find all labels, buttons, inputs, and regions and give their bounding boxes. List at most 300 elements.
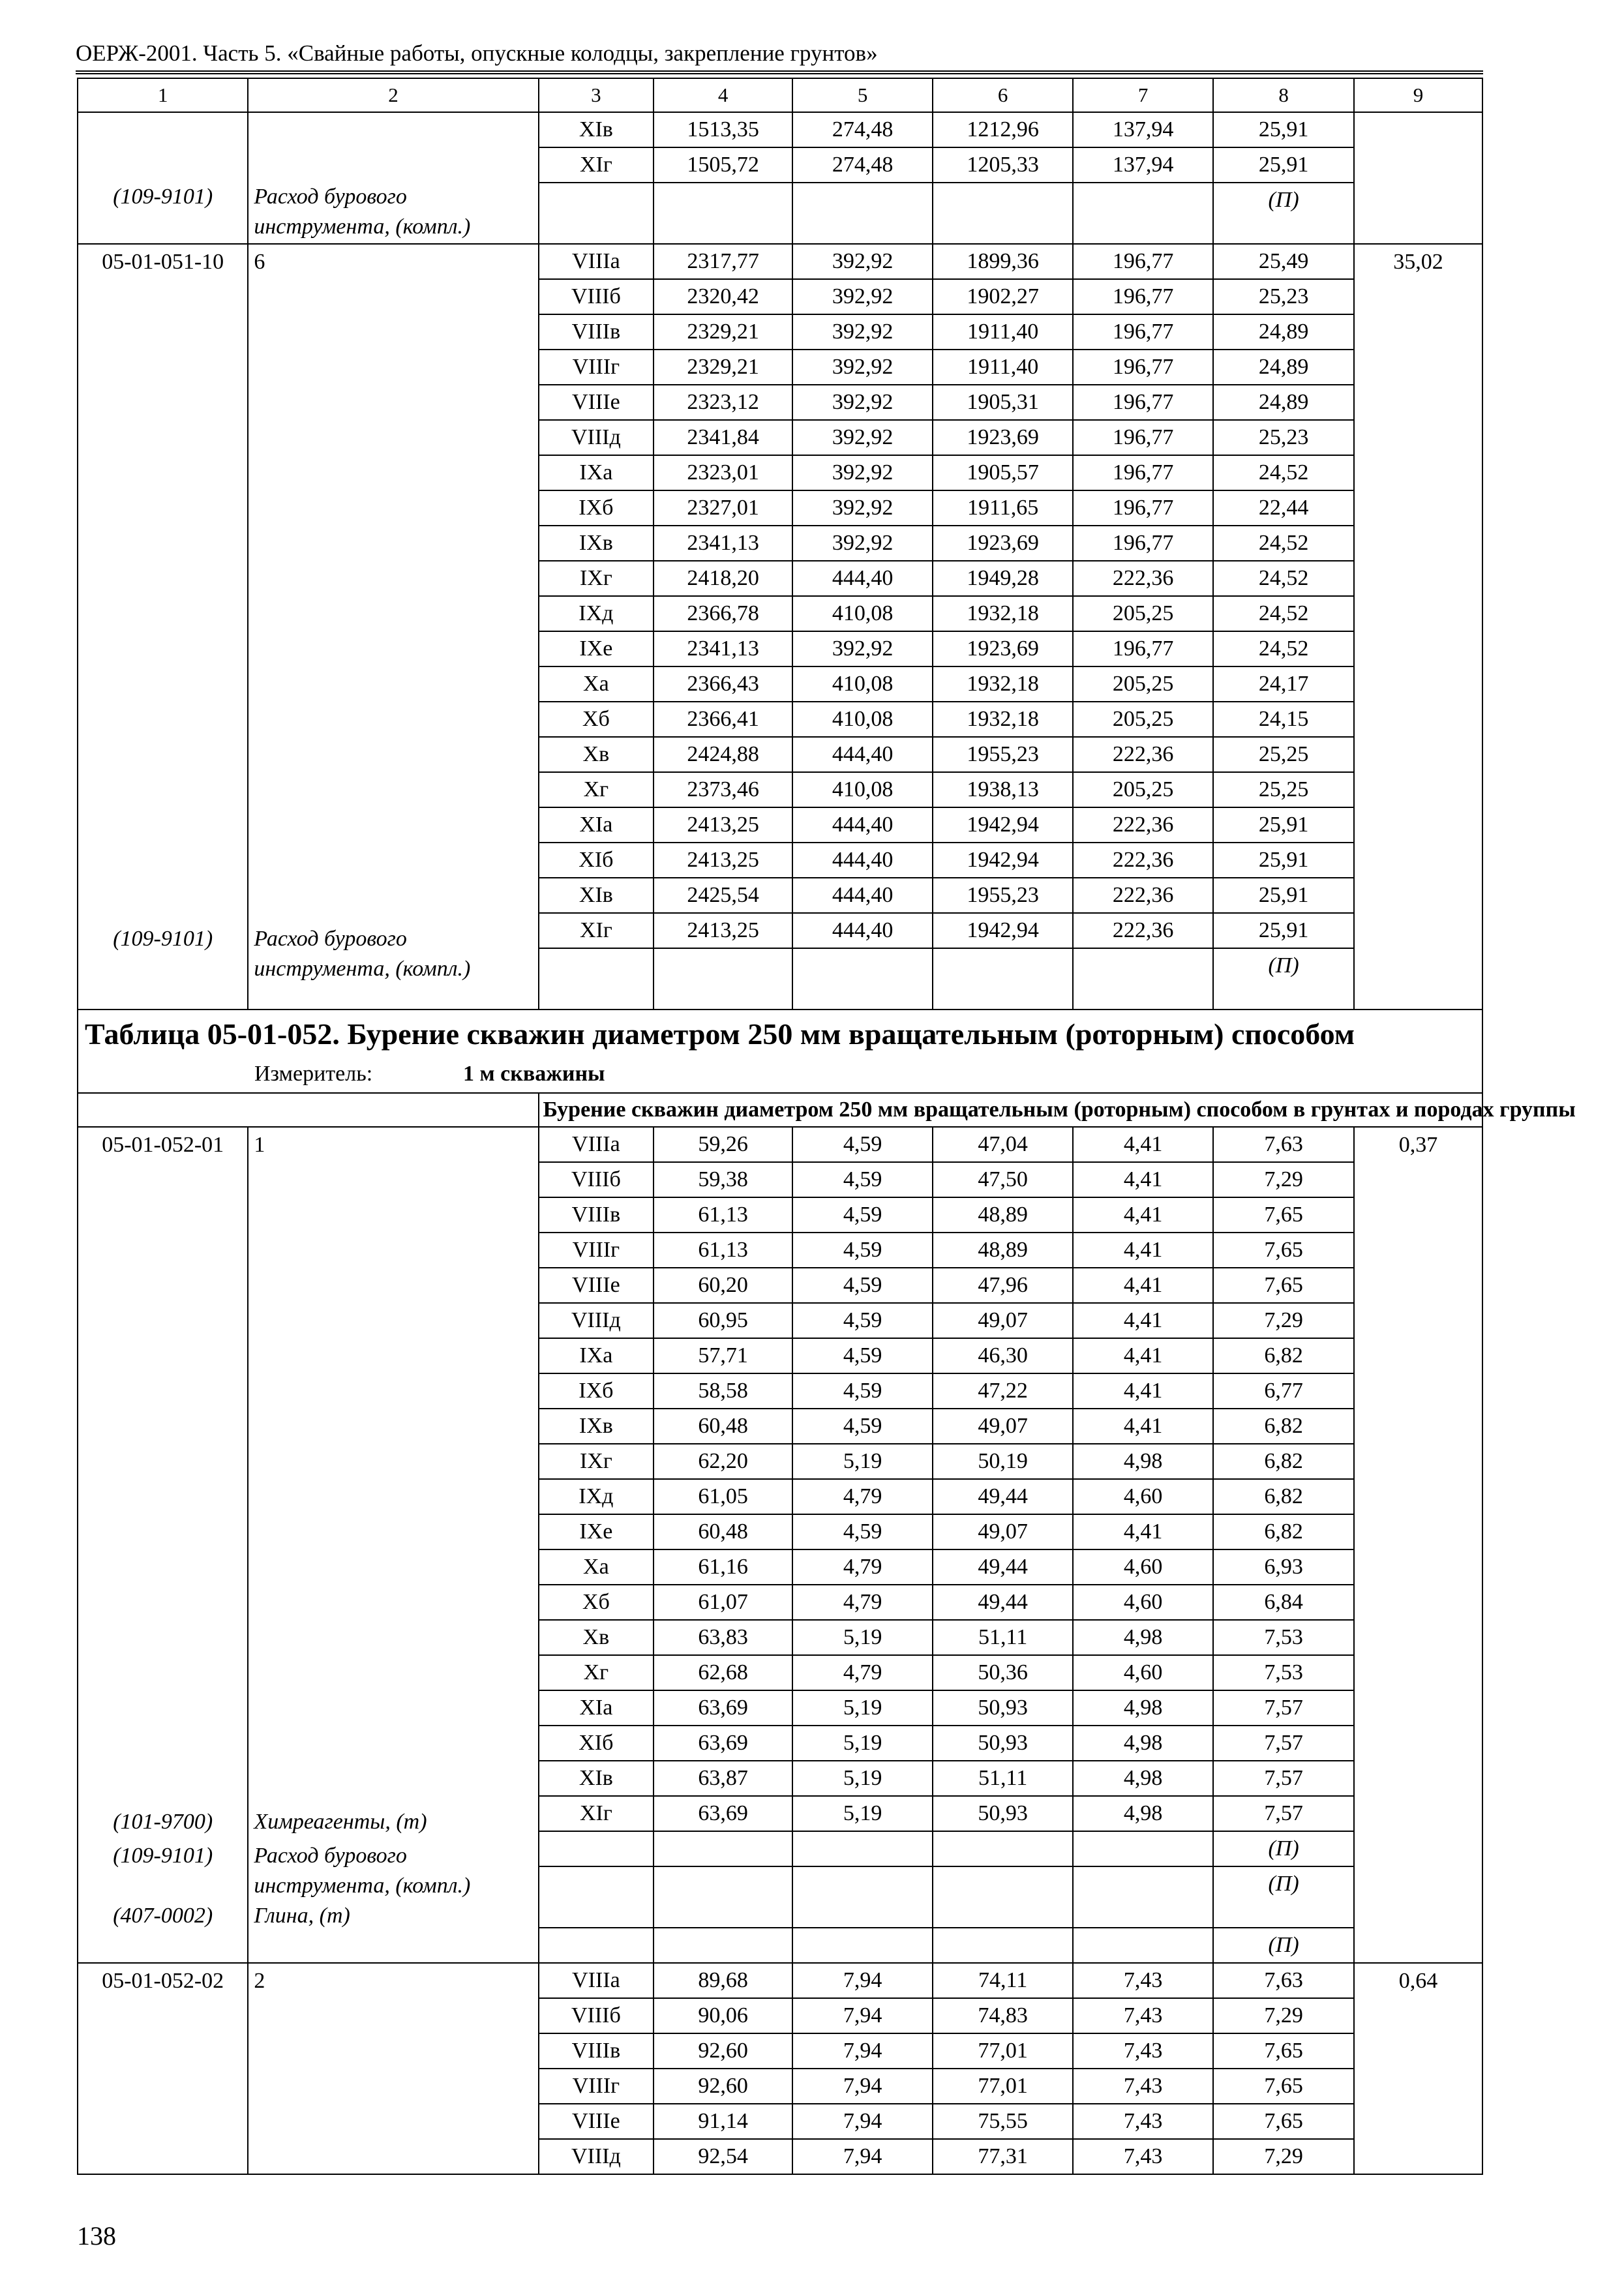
rate-value: 47,50 [933,1162,1073,1197]
empty-cell [1073,1831,1213,1866]
rate-value: 63,69 [654,1796,792,1831]
rate-value: 62,20 [654,1444,792,1479]
rate-value: 4,98 [1073,1444,1213,1479]
soil-group: XIб [539,1726,654,1761]
resource-code: (109-9101) [113,1844,213,1868]
rate-value: 7,57 [1213,1761,1354,1796]
rate-value: 92,60 [654,2069,792,2104]
spacer [78,1163,247,1807]
section-row [78,1093,1482,1127]
rate-value: 7,63 [1213,1963,1354,1998]
empty-cell [933,1866,1073,1928]
rate-value: 1955,23 [933,737,1073,772]
rate-value: 59,38 [654,1162,792,1197]
rate-value: 49,07 [933,1409,1073,1444]
empty-cell [654,948,792,1010]
rate-value: 392,92 [792,490,933,526]
rate-value: 205,25 [1073,666,1213,702]
total-value: 35,02 [1393,250,1443,274]
rate-value: 50,19 [933,1444,1073,1479]
section-blank [78,1093,539,1127]
rate-value: 50,93 [933,1726,1073,1761]
spacer [78,280,247,924]
soil-group: Xб [539,1585,654,1620]
rate-value: 61,07 [654,1585,792,1620]
rate-value: 47,22 [933,1373,1073,1409]
rate-row [78,1127,1482,1162]
spacer [248,148,537,182]
rate-value: 1942,94 [933,843,1073,878]
rate-value: 4,41 [1073,1197,1213,1233]
section-title: Бурение скважин диаметром 250 мм вращательным (роторным) способом в грунтах и породах группы [543,1098,1576,1122]
rate-value: 50,93 [933,1796,1073,1831]
empty-cell [654,1928,792,1963]
soil-group: VIIIв [539,1197,654,1233]
rate-value: 25,91 [1213,913,1354,948]
resource-mark-text: (П) [1268,953,1299,978]
total-value: 0,64 [1398,1969,1438,1993]
rate-value: 1905,31 [933,385,1073,420]
rate-value: 2425,54 [654,878,792,913]
rate-code-cell [78,1963,248,2174]
rate-value: 196,77 [1073,244,1213,279]
rate-value: 5,19 [792,1690,933,1726]
rate-value: 46,30 [933,1338,1073,1373]
rate-value: 4,60 [1073,1479,1213,1514]
rate-value: 7,65 [1213,2033,1354,2069]
rate-value: 196,77 [1073,420,1213,455]
rate-value: 50,93 [933,1690,1073,1726]
column-number: 6 [933,78,1073,112]
empty-cell [792,1831,933,1866]
rate-value: 4,59 [792,1197,933,1233]
soil-group: Xг [539,1655,654,1690]
running-header: ОЕРЖ-2001. Часть 5. «Свайные работы, опускные колодцы, закрепление грунтов» [76,40,878,66]
rate-value: 60,48 [654,1514,792,1549]
rate-value: 1923,69 [933,631,1073,666]
rate-value: 48,89 [933,1197,1073,1233]
rate-value: 77,01 [933,2033,1073,2069]
soil-group: IXв [539,1409,654,1444]
soil-group: VIIIд [539,2139,654,2174]
rate-number: 2 [254,1969,265,1993]
empty-cell [539,948,654,1010]
soil-group: VIIIг [539,350,654,385]
rate-value: 444,40 [792,843,933,878]
rate-value: 444,40 [792,561,933,596]
rate-value: 392,92 [792,244,933,279]
rate-value: 75,55 [933,2104,1073,2139]
column-number: 7 [1073,78,1213,112]
rate-value: 7,43 [1073,2033,1213,2069]
rate-value: 222,36 [1073,843,1213,878]
rate-value: 4,59 [792,1409,933,1444]
rate-value: 4,79 [792,1655,933,1690]
rate-value: 2329,21 [654,350,792,385]
rate-value: 137,94 [1073,147,1213,183]
rate-number: 6 [254,250,265,274]
rate-value: 4,41 [1073,1514,1213,1549]
empty-cell [792,1866,933,1928]
rate-value: 274,48 [792,112,933,147]
rate-value: 274,48 [792,147,933,183]
soil-group: VIIIв [539,2033,654,2069]
rate-value: 410,08 [792,666,933,702]
section-title-cell [539,1093,1576,1127]
rate-value: 392,92 [792,420,933,455]
rate-value: 60,20 [654,1268,792,1303]
rate-value: 4,41 [1073,1162,1213,1197]
rate-value: 2327,01 [654,490,792,526]
rate-row [78,112,1482,147]
rate-value: 4,41 [1073,1127,1213,1162]
resource-mark [1213,948,1354,1010]
soil-group: VIIIа [539,1963,654,1998]
empty-cell [933,1928,1073,1963]
rate-value: 4,41 [1073,1233,1213,1268]
soil-group: VIIIд [539,1303,654,1338]
rate-value: 24,52 [1213,455,1354,490]
rate-value: 1932,18 [933,702,1073,737]
soil-group: Xб [539,702,654,737]
column-number: 3 [539,78,654,112]
empty-cell [792,948,933,1010]
empty-cell [539,1866,654,1928]
rate-code [78,113,247,148]
rate-value: 196,77 [1073,526,1213,561]
header-rule [76,70,1483,74]
rate-row [78,1963,1482,1998]
rate-value: 25,91 [1213,112,1354,147]
rate-value: 74,11 [933,1963,1073,1998]
rate-value: 410,08 [792,596,933,631]
spacer [78,148,247,182]
rate-value: 49,44 [933,1549,1073,1585]
soil-group: IXб [539,1373,654,1409]
rate-value: 4,59 [792,1268,933,1303]
rate-value: 60,48 [654,1409,792,1444]
soil-group: XIв [539,1761,654,1796]
rate-value: 7,65 [1213,1268,1354,1303]
rate-value: 4,41 [1073,1409,1213,1444]
rate-value: 62,68 [654,1655,792,1690]
resource-mark-text: (П) [1268,188,1299,212]
rate-value: 7,29 [1213,1162,1354,1197]
meter-label: Измеритель: [254,1062,373,1086]
rate-value: 392,92 [792,385,933,420]
empty-cell [1073,1866,1213,1928]
rate-value: 25,23 [1213,279,1354,314]
total-cell [1354,1127,1482,1963]
rate-value: 7,53 [1213,1620,1354,1655]
rate-value: 4,41 [1073,1268,1213,1303]
rate-value: 2366,41 [654,702,792,737]
soil-group: VIIIд [539,420,654,455]
rate-value: 1513,35 [654,112,792,147]
rate-code-cell [78,112,248,244]
rate-value: 137,94 [1073,112,1213,147]
rate-value: 7,57 [1213,1726,1354,1761]
soil-group: VIIIе [539,385,654,420]
resource-code: (109-9101) [113,927,213,951]
rate-value: 77,01 [933,2069,1073,2104]
spacer [248,280,537,924]
rate-value: 2341,13 [654,526,792,561]
rate-value: 4,98 [1073,1620,1213,1655]
rate-value: 1911,40 [933,314,1073,350]
empty-cell [792,1928,933,1963]
rate-value: 1923,69 [933,420,1073,455]
rate-value: 1942,94 [933,913,1073,948]
rate-name-cell [248,112,538,244]
soil-group: VIIIб [539,279,654,314]
rate-value: 5,19 [792,1796,933,1831]
resource-code: (109-9101) [113,185,213,209]
rate-value: 24,89 [1213,385,1354,420]
rate-value: 1938,13 [933,772,1073,807]
rate-value: 24,89 [1213,314,1354,350]
rate-value: 1942,94 [933,807,1073,843]
rate-value: 25,91 [1213,807,1354,843]
resource-mark [1213,1831,1354,1866]
rate-value: 5,19 [792,1761,933,1796]
rate-value: 47,96 [933,1268,1073,1303]
rate-value: 392,92 [792,455,933,490]
rate-value: 6,93 [1213,1549,1354,1585]
rate-value: 92,60 [654,2033,792,2069]
rate-value: 4,59 [792,1127,933,1162]
empty-cell [792,183,933,244]
soil-group: IXе [539,631,654,666]
rate-value: 7,43 [1073,1998,1213,2033]
rate-value: 2413,25 [654,913,792,948]
empty-cell [1073,183,1213,244]
rate-value: 1212,96 [933,112,1073,147]
rate-value: 7,63 [1213,1127,1354,1162]
resource-name: Глина, (т) [254,1904,350,1928]
soil-group: XIа [539,1690,654,1726]
column-number: 5 [792,78,933,112]
rate-value: 4,60 [1073,1655,1213,1690]
empty-cell [1073,1928,1213,1963]
rate-value: 7,29 [1213,1998,1354,2033]
soil-group: XIб [539,843,654,878]
rate-value: 444,40 [792,737,933,772]
soil-group: XIг [539,147,654,183]
rate-value: 6,82 [1213,1338,1354,1373]
column-number: 4 [654,78,792,112]
rate-value: 2366,43 [654,666,792,702]
empty-cell [654,1831,792,1866]
rate-value: 47,04 [933,1127,1073,1162]
empty-cell [539,183,654,244]
rate-value: 1902,27 [933,279,1073,314]
soil-group: IXб [539,490,654,526]
spacer [248,1163,537,1807]
rate-value: 4,41 [1073,1373,1213,1409]
resource-mark-text: (П) [1268,1872,1299,1896]
resource-mark [1213,183,1354,244]
rate-value: 196,77 [1073,490,1213,526]
rate-value: 60,95 [654,1303,792,1338]
rate-value: 222,36 [1073,561,1213,596]
rate-value: 2413,25 [654,843,792,878]
rate-value: 205,25 [1073,596,1213,631]
rate-value: 61,13 [654,1233,792,1268]
rate-value: 6,77 [1213,1373,1354,1409]
rate-code: 05-01-052-01 [102,1133,224,1157]
resource-name: Расход бурового инструмента, (компл.) [254,185,471,239]
rate-value: 25,25 [1213,772,1354,807]
resource-mark-text: (П) [1268,1836,1299,1861]
rate-value: 4,60 [1073,1585,1213,1620]
rate-code-cell [78,244,248,1010]
rate-value: 7,94 [792,2069,933,2104]
meter-unit: 1 м скважины [463,1062,605,1086]
rate-value: 5,19 [792,1620,933,1655]
rate-value: 1205,33 [933,147,1073,183]
soil-group: XIа [539,807,654,843]
rate-value: 6,84 [1213,1585,1354,1620]
rate-value: 7,65 [1213,1233,1354,1268]
rate-value: 49,07 [933,1303,1073,1338]
rate-value: 4,79 [792,1549,933,1585]
rate-value: 1949,28 [933,561,1073,596]
rate-value: 49,07 [933,1514,1073,1549]
soil-group: IXа [539,1338,654,1373]
rate-value: 22,44 [1213,490,1354,526]
rate-value: 2366,78 [654,596,792,631]
rate-value: 4,59 [792,1373,933,1409]
rate-value: 6,82 [1213,1409,1354,1444]
rate-value: 1911,65 [933,490,1073,526]
rate-value: 444,40 [792,807,933,843]
rate-value: 57,71 [654,1338,792,1373]
rate-value: 49,44 [933,1585,1073,1620]
soil-group: Xа [539,666,654,702]
rate-value: 7,65 [1213,1197,1354,1233]
page-number: 138 [77,2221,116,2251]
rate-value: 24,52 [1213,526,1354,561]
rate-value: 222,36 [1073,913,1213,948]
rate-value: 196,77 [1073,350,1213,385]
rate-value: 24,52 [1213,596,1354,631]
column-number: 2 [248,78,538,112]
rate-value: 7,65 [1213,2069,1354,2104]
rate-value: 2413,25 [654,807,792,843]
rate-value: 25,49 [1213,244,1354,279]
rate-value: 7,65 [1213,2104,1354,2139]
soil-group: XIг [539,1796,654,1831]
rate-value: 2424,88 [654,737,792,772]
rate-value: 392,92 [792,279,933,314]
total-value [1355,113,1482,148]
soil-group: IXг [539,1444,654,1479]
rate-value: 410,08 [792,702,933,737]
spacer [78,1999,247,2168]
column-number: 1 [78,78,248,112]
resource-mark [1213,1866,1354,1928]
rate-value: 51,11 [933,1620,1073,1655]
rate-value: 392,92 [792,631,933,666]
column-number-row [78,78,1482,112]
rate-value: 4,60 [1073,1549,1213,1585]
rate-value: 222,36 [1073,807,1213,843]
soil-group: IXд [539,596,654,631]
rate-number: 1 [254,1133,265,1157]
rates-table [77,78,1576,2175]
rate-number [248,113,537,148]
rate-value: 392,92 [792,526,933,561]
rate-value: 4,98 [1073,1690,1213,1726]
rate-value: 444,40 [792,913,933,948]
rate-value: 196,77 [1073,631,1213,666]
rate-value: 205,25 [1073,702,1213,737]
soil-group: VIIIг [539,1233,654,1268]
rate-value: 7,94 [792,1963,933,1998]
rate-value: 74,83 [933,1998,1073,2033]
rate-value: 4,98 [1073,1761,1213,1796]
rate-value: 24,52 [1213,561,1354,596]
rate-value: 25,91 [1213,147,1354,183]
empty-cell [1073,948,1213,1010]
rate-value: 63,87 [654,1761,792,1796]
rate-value: 63,83 [654,1620,792,1655]
empty-cell [654,1866,792,1928]
rate-value: 196,77 [1073,455,1213,490]
rate-value: 4,59 [792,1303,933,1338]
rate-name-cell [248,1963,538,2174]
rate-value: 4,59 [792,1233,933,1268]
soil-group: Xг [539,772,654,807]
rate-value: 63,69 [654,1690,792,1726]
resource-name: Расход бурового инструмента, (компл.) [254,1844,471,1898]
rate-value: 91,14 [654,2104,792,2139]
rate-value: 61,13 [654,1197,792,1233]
soil-group: VIIIе [539,1268,654,1303]
rate-value: 5,19 [792,1444,933,1479]
rate-value: 1899,36 [933,244,1073,279]
resource-mark [1213,1928,1354,1963]
rate-value: 1955,23 [933,878,1073,913]
spacer [248,1999,537,2168]
rate-value: 4,98 [1073,1796,1213,1831]
rate-value: 24,89 [1213,350,1354,385]
rate-value: 444,40 [792,878,933,913]
rate-value: 25,25 [1213,737,1354,772]
rate-value: 49,44 [933,1479,1073,1514]
soil-group: IXг [539,561,654,596]
empty-cell [933,183,1073,244]
rate-value: 7,53 [1213,1655,1354,1690]
rate-value: 24,52 [1213,631,1354,666]
soil-group: IXд [539,1479,654,1514]
rate-value: 4,98 [1073,1726,1213,1761]
rate-value: 222,36 [1073,878,1213,913]
table-title: Таблица 05-01-052. Бурение скважин диаметром 250 мм вращательным (роторным) способом [85,1017,1355,1051]
empty-cell [654,183,792,244]
soil-group: VIIIг [539,2069,654,2104]
soil-group: IXа [539,455,654,490]
resource-code: (101-9700) [113,1810,213,1834]
total-cell [1354,244,1482,1010]
column-number: 8 [1213,78,1354,112]
rate-value: 2323,12 [654,385,792,420]
rate-value: 1905,57 [933,455,1073,490]
rate-value: 1911,40 [933,350,1073,385]
rate-value: 4,59 [792,1162,933,1197]
rate-value: 24,15 [1213,702,1354,737]
